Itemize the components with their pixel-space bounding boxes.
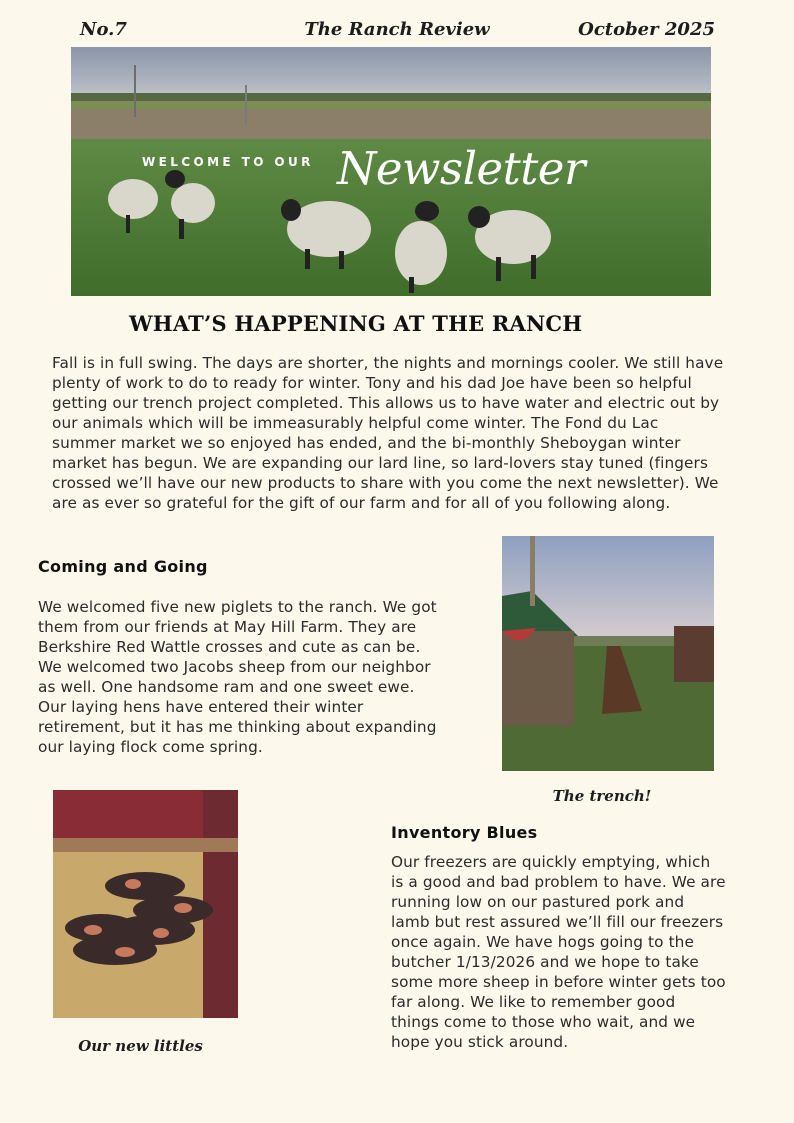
hero-welcome-text: WELCOME TO OUR (142, 155, 314, 169)
trench-photo (502, 536, 714, 771)
issue-date: October 2025 (578, 19, 715, 40)
newsletter-title: The Ranch Review (304, 19, 490, 40)
happening-heading: WHAT’S HAPPENING AT THE RANCH (129, 311, 583, 336)
hero-sheep-photo (71, 47, 711, 296)
piglets-caption: Our new littles (78, 1037, 203, 1055)
happening-paragraph: Fall is in full swing. The days are shorter, the nights and mornings cooler. We still have plenty of work to do to ready for winter. Tony and his dad Joe have been so helpful getting our trench project completed. This allows us to have water and electric out by our animals which will be immeasurably helpful come winter. The Fond du Lac summer market we so enjoyed has ended, and the bi-monthly Sheboygan winter market has begun. We are expanding our lard line, so lard-lovers stay tuned (fingers crossed we’ll have our new products to share with you come the next newsletter). We are as ever so grateful for the gift of our farm and for all of you following along. (52, 354, 724, 512)
piglets-image (53, 790, 238, 1018)
issue-number: No.7 (80, 19, 127, 40)
coming-going-paragraph: We welcomed five new piglets to the ranch. We got them from our friends at May Hill Farm. They are Berkshire Red Wattle crosses and cute as can be. We welcomed two Jacobs sheep from our neighbor as well. One handsome ram and one sweet ewe. Our laying hens have entered their winter retirement, but it has me thinking about expanding our laying flock come spring. (38, 598, 437, 756)
hero-newsletter-title: Newsletter (337, 142, 585, 195)
trench-image (502, 536, 714, 771)
trench-caption: The trench! (552, 787, 652, 805)
inventory-heading: Inventory Blues (391, 823, 538, 842)
inventory-paragraph: Our freezers are quickly emptying, which is a good and bad problem to have. We are running low on our pastured pork and lamb but rest assured we’ll fill our freezers once again. We have hogs going to the butcher 1/13/2026 and we hope to take some more sheep in before winter gets too far along. We like to remember good things come to those who wait, and we hope you stick around. (391, 853, 726, 1051)
coming-going-heading: Coming and Going (38, 557, 208, 576)
piglets-photo (53, 790, 238, 1018)
